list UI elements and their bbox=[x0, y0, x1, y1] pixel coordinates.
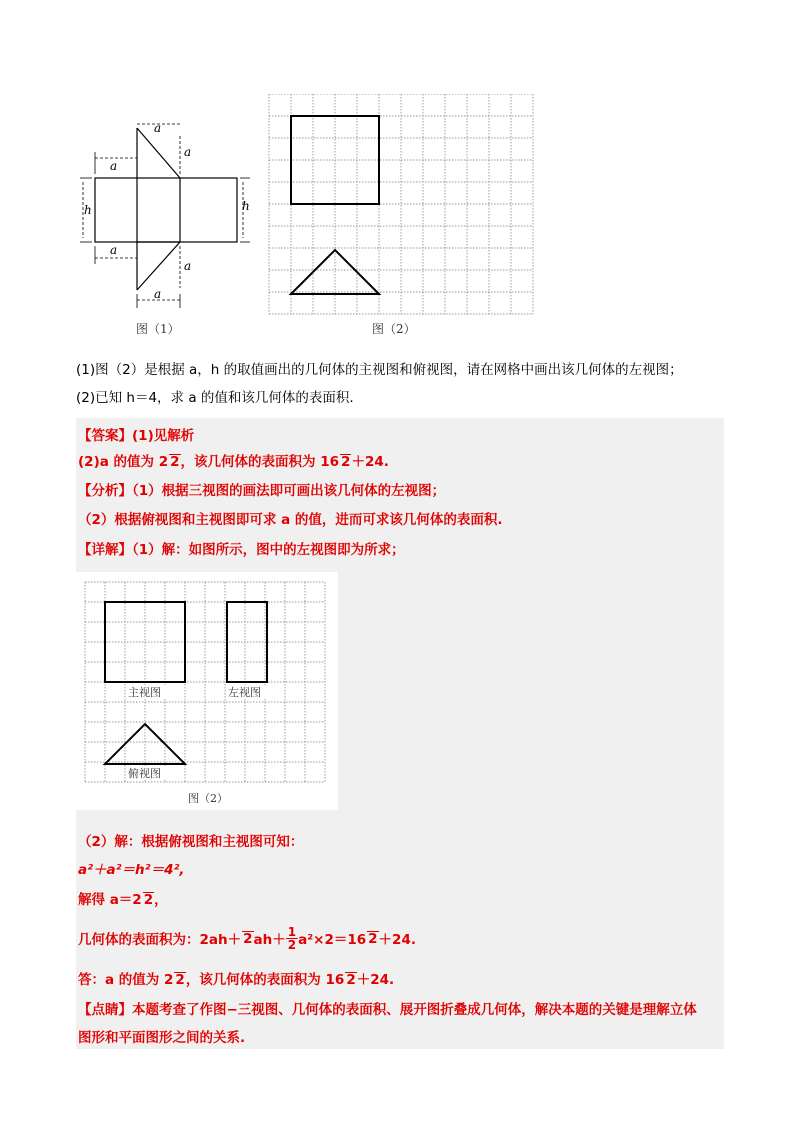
solution-figure-caption: 图（2） bbox=[188, 792, 228, 805]
top-view-label: 俯视图 bbox=[128, 767, 161, 780]
comment-line-2: 图形和平面图形之间的关系. bbox=[78, 1030, 246, 1046]
figure-1-net bbox=[78, 118, 258, 338]
analysis-line-1: 【分析】（1）根据三视图的画法即可画出该几何体的左视图； bbox=[78, 483, 446, 499]
final-answer: 答：a 的值为 2 2，该几何体的表面积为 16 2＋24. bbox=[78, 972, 395, 988]
answer-line-1: 【答案】(1)见解析 bbox=[78, 428, 195, 444]
fig1-label-a: a bbox=[154, 121, 162, 135]
figure-2-grid bbox=[266, 94, 538, 320]
detail-line-1: 【详解】（1）解：如图所示，图中的左视图即为所求； bbox=[78, 542, 405, 558]
fig1-label-h: h bbox=[84, 203, 92, 217]
left-view-label: 左视图 bbox=[228, 686, 261, 699]
question-part-2: (2)已知 h＝4，求 a 的值和该几何体的表面积. bbox=[76, 390, 354, 406]
fig1-label-h: h bbox=[242, 199, 250, 213]
solution-area: 几何体的表面积为：2ah＋ 2 ah＋ $\frac{1}{2}$ a²×2＝16 2 ＋24. bbox=[78, 924, 416, 952]
analysis-line-2: （2）根据俯视图和主视图即可求 a 的值，进而可求该几何体的表面积. bbox=[78, 512, 503, 528]
solution-part-2-intro: （2）解：根据俯视图和主视图可知： bbox=[78, 834, 304, 850]
front-view-label: 主视图 bbox=[128, 686, 161, 699]
fig1-label-a: a bbox=[154, 287, 162, 301]
question-part-1: (1)图（2）是根据 a，h 的取值画出的几何体的主视图和俯视图，请在网格中画出该几何体的左视图； bbox=[76, 362, 683, 378]
comment-line-1: 【点睛】本题考查了作图−三视图、几何体的表面积、展开图折叠成几何体，解决本题的关键是理解立体 bbox=[78, 1002, 697, 1018]
fig1-label-a: a bbox=[110, 159, 118, 173]
figure-2-caption: 图（2） bbox=[372, 322, 416, 336]
solution-equation: a²＋a²＝h²＝4², bbox=[78, 862, 185, 878]
solution-solve: 解得 a＝2 2， bbox=[78, 892, 168, 908]
fig1-label-a: a bbox=[110, 243, 118, 257]
figure-1-caption: 图（1） bbox=[136, 322, 180, 336]
solution-figure bbox=[76, 572, 338, 810]
answer-line-2: (2)a 的值为 2 2，该几何体的表面积为 16 2＋24. bbox=[78, 454, 389, 470]
fig1-label-a: a bbox=[184, 259, 192, 273]
solution-grid bbox=[76, 572, 338, 810]
fig1-label-a: a bbox=[184, 145, 192, 159]
